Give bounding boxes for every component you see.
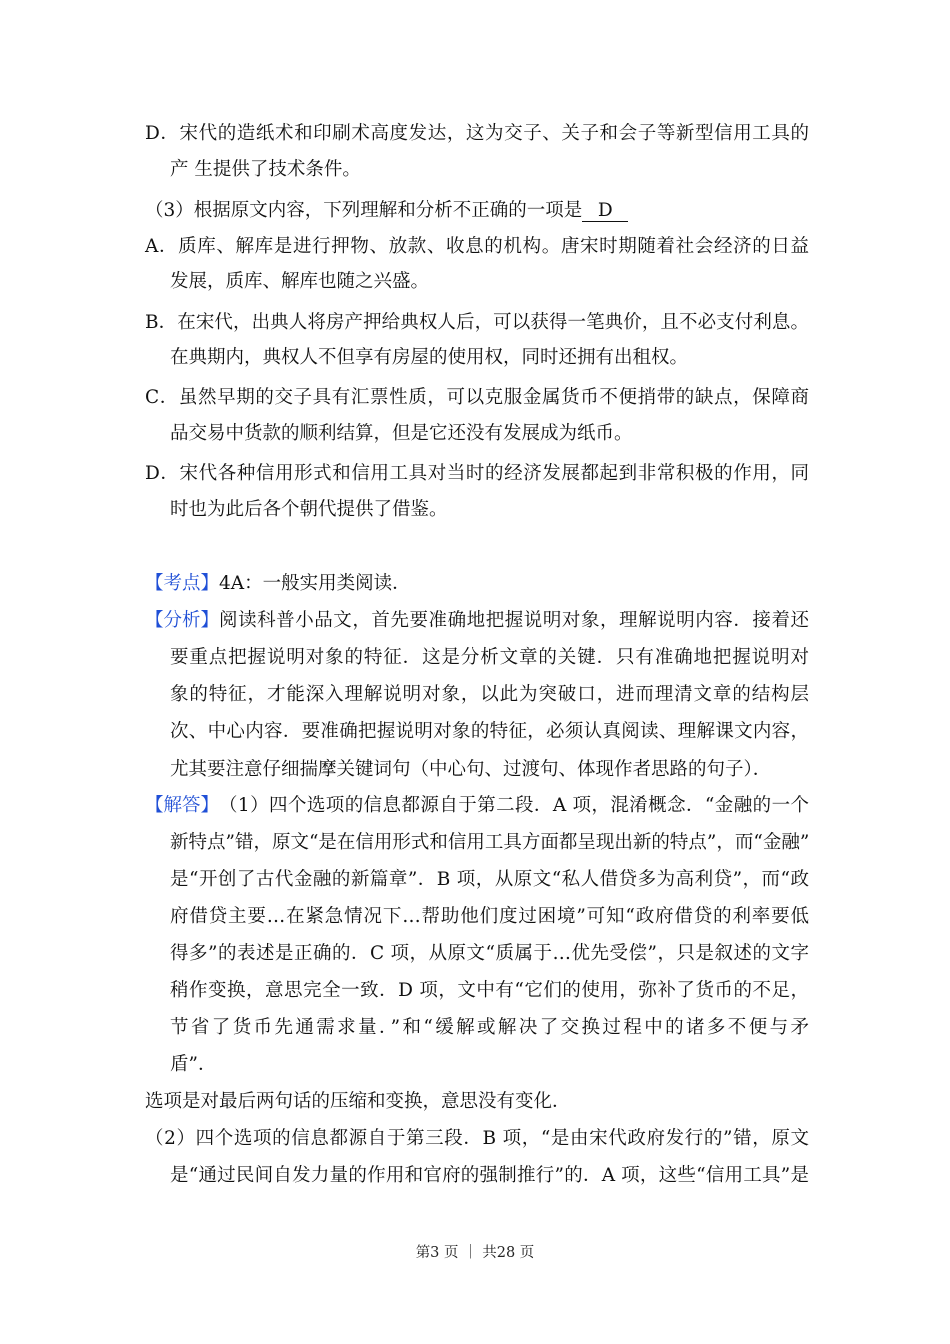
- fenxi-line2: 要重点把握说明对象的特征．这是分析文章的关键．只有准确地把握说明对: [170, 647, 809, 668]
- fenxi-line5: 尤其要注意仔细揣摩关键词句（中心句、过渡句、体现作者思路的句子）．: [170, 759, 772, 780]
- option-d-q2-line2: 产 生提供了技术条件。: [170, 159, 361, 180]
- kaodian-tag: 【考点】: [145, 573, 220, 594]
- jieda-line1: [145, 794, 809, 818]
- jieda-line3: 是“开创了古代金融的新篇章”．B 项，从原文“私人借贷多为高利贷”，而“政: [170, 869, 809, 890]
- fenxi-text-1: 阅读科普小品文，首先要准确地把握说明对象，理解说明内容．接着还: [219, 610, 809, 631]
- fenxi-line3: 象的特征，才能深入理解说明对象，以此为突破口，进而理清文章的结构层: [170, 684, 809, 705]
- fenxi-line4: 次、中心内容．要准确把握说明对象的特征，必须认真阅读、理解课文内容，: [170, 721, 809, 742]
- jieda-line4: 府借贷主要…在紧急情况下…帮助他们度过困境”可知“政府借贷的利率要低: [170, 906, 809, 927]
- jieda-line5: 得多”的表述是正确的．C 项，从原文“质属于…优先受偿”，只是叙述的文字: [170, 943, 809, 964]
- jieda-line2: 新特点”错，原文“是在信用形式和信用工具方面都呈现出新的特点”，而“金融”: [170, 832, 810, 853]
- kaodian-text: 4A：一般实用类阅读．: [219, 573, 411, 594]
- jieda-text-1: （1）四个选项的信息都源自于第二段．A 项，混淆概念．“金融的一个: [219, 795, 809, 816]
- jieda-line8: 盾”．: [170, 1054, 217, 1075]
- question-3-text: （3）根据原文内容，下列理解和分析不正确的一项是: [145, 200, 583, 221]
- jieda-tag: 【解答】: [145, 795, 220, 816]
- option-c-line2: 品交易中货款的顺利结算，但是它还没有发展成为纸币。: [170, 423, 633, 444]
- summary-line: 选项是对最后两句话的压缩和变换，意思没有变化．: [145, 1091, 571, 1112]
- option-d-q2-line1: D．宋代的造纸术和印刷术高度发达，这为交子、关子和会子等新型信用工具的: [145, 123, 809, 144]
- option-d-line2: 时也为此后各个朝代提供了借鉴。: [170, 499, 448, 520]
- jieda-line7: 节省了货币先通需求量．”和“缓解或解决了交换过程中的诸多不便与矛: [170, 1017, 809, 1038]
- part2-line2: 是“通过民间自发力量的作用和官府的强制推行”的．A 项，这些“信用工具”是: [170, 1165, 809, 1186]
- option-a-line2: 发展，质库、解库也随之兴盛。: [170, 271, 430, 292]
- option-a-line1: A．质库、解库是进行押物、放款、收息的机构。唐宋时期随着社会经济的日益: [145, 236, 809, 257]
- option-b-line2: 在典期内，典权人不但享有房屋的使用权，同时还拥有出租权。: [170, 347, 689, 368]
- fenxi-line1: [145, 609, 809, 633]
- option-d-line1: D．宋代各种信用形式和信用工具对当时的经济发展都起到非常积极的作用，同: [145, 463, 809, 484]
- part2-line1: （2）四个选项的信息都源自于第三段．B 项，“是由宋代政府发行的”错，原文: [145, 1128, 809, 1149]
- option-c-line1: C．虽然早期的交子具有汇票性质，可以克服金属货币不便捎带的缺点，保障商: [145, 387, 809, 408]
- question-3-stem: [145, 199, 628, 223]
- answer-blank: D: [582, 201, 628, 222]
- kaodian-line: [145, 572, 411, 596]
- page-footer: 第3 页 ｜ 共28 页: [415, 1245, 535, 1261]
- jieda-line6: 稍作变换，意思完全一致．D 项，文中有“它们的使用，弥补了货币的不足，: [170, 980, 809, 1001]
- fenxi-tag: 【分析】: [145, 610, 220, 631]
- option-b-line1: B．在宋代，出典人将房产押给典权人后，可以获得一笔典价，且不必支付利息。: [145, 312, 809, 333]
